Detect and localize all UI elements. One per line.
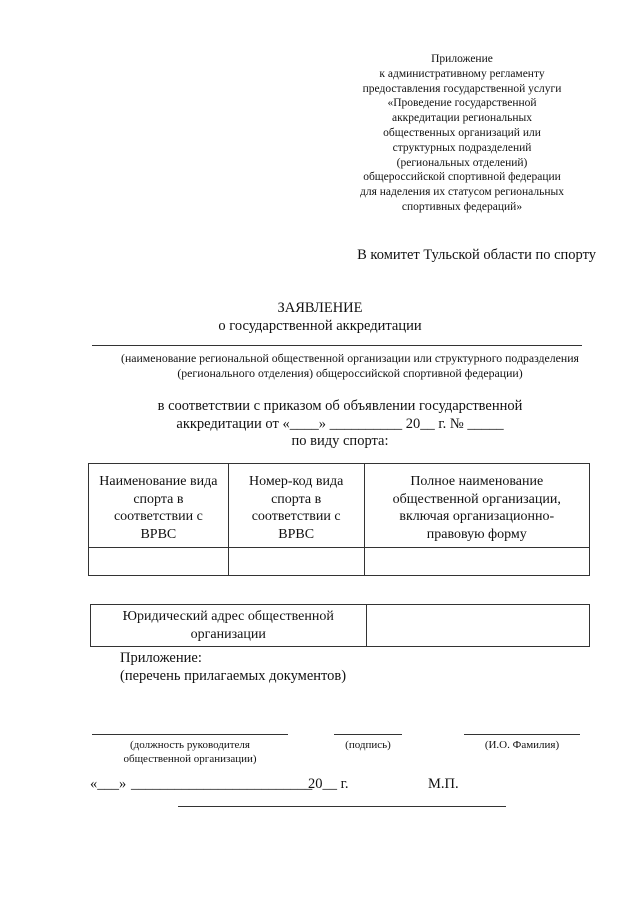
signature-line[interactable]	[334, 734, 402, 735]
accreditation-line: в соответствии с приказом об объявлении государственной	[157, 398, 523, 414]
date-month[interactable]: _________________________	[131, 776, 313, 792]
legal-address-label: Юридический адрес общественной организации	[91, 605, 367, 647]
sport-name-cell[interactable]	[89, 548, 229, 576]
appendix-line: Приложение	[431, 53, 493, 65]
date-day[interactable]: «___»	[90, 776, 127, 792]
accreditation-block	[0, 398, 640, 451]
legal-address-value[interactable]	[366, 605, 589, 647]
table-header-row	[89, 464, 590, 548]
organization-name-line[interactable]	[92, 345, 582, 346]
appendix-block	[330, 52, 594, 215]
organization-caption	[60, 351, 640, 381]
bottom-line	[178, 806, 506, 807]
accreditation-sport-line: по виду спорта:	[291, 433, 389, 449]
appendix-line: для наделения их статусом региональных	[359, 186, 564, 199]
attachments-label: Приложение:	[120, 650, 202, 666]
appendix-line: общественных организаций или	[383, 126, 541, 139]
organization-caption-line: (наименование региональной общественной организации или структурного подразделения	[121, 351, 579, 365]
table-row	[89, 548, 590, 576]
date-year[interactable]: 20__ г.	[308, 776, 349, 792]
full-name-line[interactable]	[464, 734, 580, 735]
full-name-caption: (И.О. Фамилия)	[484, 739, 560, 751]
attachments-caption: (перечень прилагаемых документов)	[120, 668, 347, 684]
stamp-place: М.П.	[428, 776, 459, 792]
appendix-line: предоставления государственной услуги	[362, 82, 562, 95]
signature-caption: (подпись)	[345, 739, 391, 751]
organization-name-cell[interactable]	[364, 548, 589, 576]
header-organization-name: Полное наименование общественной организации, включая организационно- правовую форму	[364, 464, 589, 548]
header-sport-name: Наименование вида спорта в соответствии с ВРВС	[89, 464, 229, 548]
sport-code-cell[interactable]	[228, 548, 364, 576]
appendix-line: «Проведение государственной	[387, 97, 537, 110]
appendix-line: структурных подразделений	[392, 141, 532, 154]
appendix-line: спортивных федераций»	[401, 200, 523, 213]
sport-table	[88, 463, 590, 576]
addressee: В комитет Тульской области по спорту	[357, 247, 596, 263]
table-row	[91, 605, 590, 647]
organization-caption-line: (регионального отделения) общероссийской спортивной федерации)	[177, 366, 523, 380]
document-subtitle: о государственной аккредитации	[218, 318, 422, 334]
accreditation-order-line: аккредитации от «____» __________ 20__ г. № _____	[176, 415, 504, 432]
position-line[interactable]	[92, 734, 288, 735]
header-sport-code: Номер-код вида спорта в соответствии с ВРВС	[228, 464, 364, 548]
appendix-line: аккредитации региональных	[391, 112, 533, 125]
appendix-line: к административному регламенту	[379, 67, 545, 80]
appendix-line: общероссийской спортивной федерации	[363, 171, 561, 184]
legal-address-table	[90, 604, 590, 647]
document-title: ЗАЯВЛЕНИЕ	[277, 300, 363, 316]
appendix-line: (региональных отделений)	[396, 156, 528, 169]
position-caption: (должность руководителя общественной организации)	[123, 739, 257, 765]
